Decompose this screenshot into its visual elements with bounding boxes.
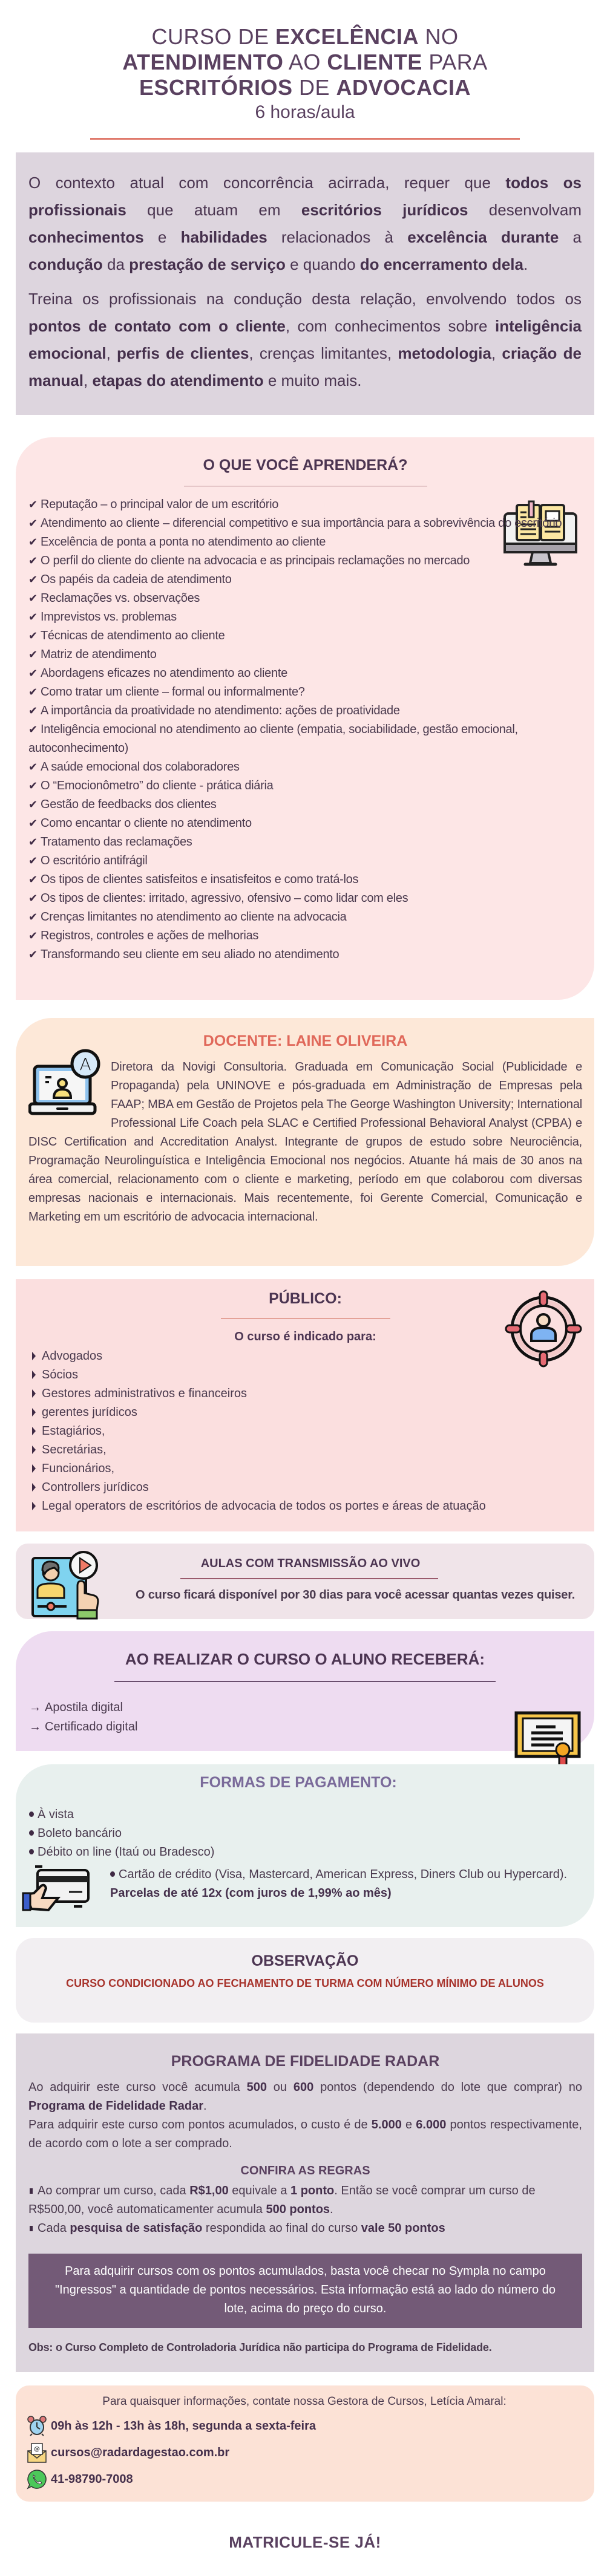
learn-list xyxy=(28,495,582,964)
check-icon: ✔ xyxy=(28,573,38,585)
loyalty-note: Obs: o Curso Completo de Controladoria Jurídica não participa do Programa de Fidelidade. xyxy=(28,2341,492,2353)
list-item-text: Como encantar o cliente no atendimento xyxy=(41,817,252,830)
text: , crenças limitantes, xyxy=(249,344,398,362)
list-item-text: Os tipos de clientes satisfeitos e insatisfeitos e como tratá-los xyxy=(41,873,359,886)
loyalty-paragraph-1 xyxy=(28,2078,582,2116)
benefits-list xyxy=(29,1698,581,1736)
triangle-bullet-icon xyxy=(32,1371,36,1379)
list-item xyxy=(28,1422,582,1441)
bold-text: 500 pontos xyxy=(266,2203,330,2216)
list-item xyxy=(28,852,582,870)
bold-text: 600 xyxy=(293,2081,314,2094)
payment-installments: Parcelas de até 12x (com juros de 1,99% ao mês) xyxy=(110,1886,392,1900)
bold-text: prestação de serviço xyxy=(129,255,286,273)
check-icon: ✔ xyxy=(28,855,38,867)
payment-title: FORMAS DE PAGAMENTO: xyxy=(200,1774,397,1791)
bold-text: vale 50 pontos xyxy=(361,2222,445,2235)
email-envelope-icon xyxy=(27,2442,47,2463)
text: , xyxy=(84,371,93,390)
teacher-title: DOCENTE: LAINE OLIVEIRA xyxy=(203,1032,408,1049)
svg-text:@: @ xyxy=(34,2446,40,2453)
bold-text: 5.000 xyxy=(371,2118,402,2131)
text: respondida ao final do curso xyxy=(202,2222,361,2235)
list-item xyxy=(28,1497,582,1516)
list-item-text: Técnicas de atendimento ao cliente xyxy=(41,629,225,642)
list-item-text: Gestores administrativos e financeiros xyxy=(42,1387,248,1400)
list-item-text: Controllers jurídicos xyxy=(42,1481,149,1494)
list-item-text: Certificado digital xyxy=(45,1720,138,1733)
list-item xyxy=(28,1347,582,1366)
bold-text: conhecimentos xyxy=(28,228,144,246)
bold-text: habilidades xyxy=(180,228,267,246)
list-item xyxy=(28,1459,582,1478)
list-item xyxy=(28,795,582,814)
contact-email[interactable] xyxy=(27,2442,582,2463)
check-icon: ✔ xyxy=(28,667,38,679)
text: Treina os profissionais na condução desta relação, envolvendo todos os xyxy=(28,290,582,308)
text: e quando xyxy=(285,255,360,273)
list-item-text: Os tipos de clientes: irritado, agressivo, ofensivo – como lidar com eles xyxy=(41,892,408,905)
list-item-text: Os papéis da cadeia de atendimento xyxy=(41,573,232,586)
list-item xyxy=(29,1805,568,1824)
bold-text: R$1,00 xyxy=(189,2184,229,2197)
list-item-text: Reputação – o principal valor de um escritório xyxy=(41,498,279,511)
check-icon: ✔ xyxy=(28,948,38,960)
list-item xyxy=(28,758,582,777)
text: relacionados à xyxy=(267,228,408,246)
observation-text: CURSO CONDICIONADO AO FECHAMENTO DE TURMA COM NÚMERO MÍNIMO DE ALUNOS xyxy=(66,1977,544,1989)
bold-text: 1 ponto xyxy=(290,2184,335,2197)
bullet-dot xyxy=(29,1849,34,1854)
text: . xyxy=(203,2099,207,2113)
list-item-text: O perfil do cliente do cliente na advocacia e as principais reclamações no mercado xyxy=(41,554,470,567)
text: equivale a xyxy=(228,2184,291,2197)
bold-text: escritórios jurídicos xyxy=(301,201,468,219)
check-icon: ✔ xyxy=(28,798,38,810)
list-item xyxy=(28,870,582,889)
loyalty-title: PROGRAMA DE FIDELIDADE RADAR xyxy=(171,2053,440,2070)
list-item xyxy=(28,514,582,533)
list-item-text: Advogados xyxy=(42,1349,103,1363)
credit-card-hand-icon xyxy=(22,1865,100,1911)
list-item-text: Boleto bancário xyxy=(38,1827,122,1840)
live-divider xyxy=(180,1578,438,1579)
list-item-text: Reclamações vs. observações xyxy=(41,592,200,605)
benefits-title: AO REALIZAR O CURSO O ALUNO RECEBERÁ: xyxy=(125,1650,485,1668)
check-icon: ✔ xyxy=(28,686,38,698)
list-item-text: Transformando seu cliente em seu aliado no atendimento xyxy=(41,948,339,961)
list-item xyxy=(28,720,582,758)
list-item xyxy=(29,1843,568,1862)
list-item-text: A saúde emocional dos colaboradores xyxy=(41,760,240,774)
text: a xyxy=(559,228,582,246)
list-item xyxy=(28,683,582,702)
audience-section xyxy=(16,1279,594,1531)
bold-text: do encerramento dela xyxy=(359,255,523,273)
text: ou xyxy=(266,2081,294,2094)
list-item-text: Excelência de ponta a ponta no atendimento ao cliente xyxy=(41,535,326,549)
learn-title: O QUE VOCÊ APRENDERÁ? xyxy=(203,457,408,474)
text: Cada xyxy=(38,2222,70,2235)
text: desenvolvam xyxy=(468,201,582,219)
text: . xyxy=(330,2203,333,2216)
check-icon: ✔ xyxy=(28,630,38,642)
text: e xyxy=(401,2118,416,2131)
list-item-text: Imprevistos vs. problemas xyxy=(41,610,177,624)
text: da xyxy=(102,255,130,273)
text: Para adquirir este curso com pontos acumulados, o custo é de xyxy=(28,2118,372,2131)
list-item xyxy=(29,1698,581,1717)
alarm-clock-icon xyxy=(27,2416,47,2436)
audience-title: PÚBLICO: xyxy=(269,1290,342,1307)
list-item-text: O “Emocionômetro” do cliente - prática diária xyxy=(41,779,274,792)
course-title xyxy=(0,24,610,100)
list-item-text: Sócios xyxy=(42,1368,79,1381)
list-item-text: Atendimento ao cliente – diferencial competitivo e sua importância para a sobrevivência do escritório xyxy=(41,517,562,530)
triangle-bullet-icon xyxy=(32,1446,36,1454)
audience-subtitle: O curso é indicado para: xyxy=(234,1330,376,1343)
triangle-bullet-icon xyxy=(32,1502,36,1510)
payment-card-option xyxy=(29,1865,568,1903)
triangle-bullet-icon xyxy=(32,1464,36,1473)
target-person-icon xyxy=(505,1290,582,1368)
contact-hours-text: 09h às 12h - 13h às 18h, segunda a sexta-feira xyxy=(51,2419,316,2433)
live-classes-section xyxy=(16,1544,594,1619)
check-icon: ✔ xyxy=(28,705,38,717)
list-item xyxy=(28,589,582,608)
title-line-3: ESCRITÓRIOS DE ADVOCACIA xyxy=(139,75,471,100)
header-divider xyxy=(90,138,520,140)
bold-text: condução xyxy=(28,255,103,273)
teacher-bio: Diretora da Novigi Consultoria. Graduada em Comunicação Social (Publicidade e Propaganda) pela UNINOVE e pós-graduada em Administração de Empresas pela FAAP; MBA em Gestão de Projetos pela The George Washington University; International Professional Life Coach pela SLAC e Certified Professional Behavioral Analyst (CPBA) e DISC Certification and Accreditation Analyst. Integrante de grupos de estudo sobre Neurociência, Programação Neurolinguística e Inteligência Emocional nos negócios. Atuante há mais de 30 anos na área comercial, relacionamento com o cliente e marketing, período em que colaborou com diversas empresas nacionais e internacionais. Mais recentemente, foi Gerente Comercial, Comunicação e Marketing em um escritório de advocacia internacional. xyxy=(28,1060,582,1224)
text: , xyxy=(106,344,117,362)
triangle-bullet-icon xyxy=(32,1352,36,1360)
list-item-text: À vista xyxy=(38,1808,74,1821)
list-item xyxy=(28,1478,582,1497)
bold-text: pontos de contato com o cliente xyxy=(28,317,286,335)
whatsapp-icon xyxy=(27,2469,47,2490)
check-icon: ✔ xyxy=(28,498,38,510)
enroll-cta[interactable]: MATRICULE-SE JÁ! xyxy=(229,2533,381,2551)
workload: 6 horas/aula xyxy=(255,102,355,122)
bullet-dot xyxy=(110,1871,115,1877)
bold-text: metodologia xyxy=(398,344,491,362)
bullet-dot xyxy=(29,1830,34,1836)
list-item xyxy=(28,552,582,570)
check-icon: ✔ xyxy=(28,817,38,829)
audience-list xyxy=(28,1347,582,1516)
teacher-icon-letter: A xyxy=(79,1054,91,1074)
text: e xyxy=(143,228,181,246)
payment-card-text: Cartão de crédito (Visa, Mastercard, American Express, Diners Club ou Hypercard). xyxy=(119,1868,568,1881)
payment-list xyxy=(29,1805,568,1862)
check-icon: ✔ xyxy=(28,761,38,773)
observation-title: OBSERVAÇÃO xyxy=(251,1952,359,1969)
title-line-1: CURSO DE EXCELÊNCIA NO xyxy=(151,24,459,49)
check-icon: ✔ xyxy=(28,911,38,923)
triangle-bullet-icon xyxy=(32,1483,36,1492)
list-item xyxy=(28,1384,582,1403)
list-item xyxy=(28,627,582,645)
bold-text: Programa de Fidelidade Radar xyxy=(28,2099,203,2113)
text: , com conhecimentos sobre xyxy=(285,317,495,335)
bold-text: inteligência emocional xyxy=(28,317,582,362)
text: que atuam em xyxy=(126,201,301,219)
text: Ao comprar um curso, cada xyxy=(38,2184,190,2197)
audience-divider xyxy=(221,1318,390,1319)
triangle-bullet-icon xyxy=(32,1408,36,1417)
laptop-teacher-icon xyxy=(28,1048,102,1120)
list-item xyxy=(28,1366,582,1384)
live-text: O curso ficará disponível por 30 dias para você acessar quantas vezes quiser. xyxy=(136,1588,576,1602)
check-icon: ✔ xyxy=(28,723,38,735)
loyalty-info-box: Para adquirir cursos com os pontos acumulados, basta você checar no Sympla no campo "Ingressos" a quantidade de pontos necessários. Esta informação está ao lado do número do lote, acima do preço do curso. xyxy=(28,2254,582,2328)
title-line-2: ATENDIMENTO AO CLIENTE PARA xyxy=(122,50,488,74)
contact-hours xyxy=(27,2416,582,2436)
check-icon: ✔ xyxy=(28,892,38,904)
list-item-text: Legal operators de escritórios de advocacia de todos os portes e áreas de atuação xyxy=(42,1499,486,1513)
check-icon: ✔ xyxy=(28,517,38,529)
list-item xyxy=(29,1717,581,1736)
loyalty-rule-text xyxy=(38,2222,445,2235)
list-item-text: Registros, controles e ações de melhorias xyxy=(41,929,259,942)
bold-text: etapas do atendimento xyxy=(92,371,264,390)
list-item xyxy=(28,570,582,589)
hero-header xyxy=(0,0,610,140)
list-item-text: Tratamento das reclamações xyxy=(41,835,192,849)
bold-text: 500 xyxy=(246,2081,267,2094)
triangle-bullet-icon xyxy=(32,1427,36,1435)
list-item xyxy=(28,833,582,852)
arrow-right-icon: → xyxy=(29,1701,41,1714)
list-item xyxy=(28,945,582,964)
list-item-text: A importância da proatividade no atendimento: ações de proatividade xyxy=(41,704,400,717)
bullet-dot xyxy=(29,1811,34,1817)
bold-text: todos os profissionais xyxy=(28,174,582,219)
text: pontos (dependendo do lote que comprar) no xyxy=(313,2081,583,2094)
live-title: AULAS COM TRANSMISSÃO AO VIVO xyxy=(200,1557,421,1570)
list-item xyxy=(28,777,582,795)
list-item-text: Crenças limitantes no atendimento ao cliente na advocacia xyxy=(41,910,347,924)
intro-paragraph-1 xyxy=(28,169,582,278)
payment-section xyxy=(16,1764,594,1927)
certificate-icon xyxy=(514,1711,581,1772)
list-item xyxy=(28,1403,582,1422)
benefits-divider xyxy=(114,1681,496,1682)
text: . xyxy=(523,255,528,273)
text: O contexto atual com concorrência acirrada, requer que xyxy=(28,174,506,192)
list-item xyxy=(28,927,582,945)
contact-email-text[interactable]: cursos@radardagestao.com.br xyxy=(51,2445,230,2459)
contact-section xyxy=(16,2385,594,2502)
bullet-square xyxy=(30,2226,33,2231)
learn-section xyxy=(16,437,594,1000)
contact-intro: Para quaisquer informações, contate nossa Gestora de Cursos, Letícia Amaral: xyxy=(102,2395,507,2408)
list-item xyxy=(28,889,582,908)
benefits-section xyxy=(16,1631,594,1751)
check-icon: ✔ xyxy=(28,611,38,623)
loyalty-rule xyxy=(28,2219,582,2238)
list-item-text: O escritório antifrágil xyxy=(41,854,148,867)
text: pontos respectivamente, de acordo com o lote a ser comprado. xyxy=(28,2118,582,2150)
list-item-text: Apostila digital xyxy=(45,1701,123,1714)
list-item-text: gerentes jurídicos xyxy=(42,1406,137,1419)
bold-text: pesquisa de satisfação xyxy=(70,2222,203,2235)
list-item-text: Abordagens eficazes no atendimento ao cliente xyxy=(41,667,287,680)
list-item xyxy=(28,608,582,627)
check-icon: ✔ xyxy=(28,648,38,660)
text: Ao adquirir este curso você acumula xyxy=(28,2081,247,2094)
check-icon: ✔ xyxy=(28,536,38,548)
loyalty-section xyxy=(16,2033,594,2372)
loyalty-rule-text xyxy=(28,2184,536,2216)
video-play-icon xyxy=(29,1550,100,1621)
list-item xyxy=(28,664,582,683)
check-icon: ✔ xyxy=(28,555,38,567)
arrow-right-icon: → xyxy=(29,1720,41,1733)
list-item-text: Secretárias, xyxy=(42,1443,107,1456)
contact-phone[interactable] xyxy=(27,2469,582,2490)
text: , xyxy=(491,344,502,362)
list-item xyxy=(28,814,582,833)
intro-paragraph-2 xyxy=(28,285,582,394)
contact-phone-text[interactable]: 41-98790-7008 xyxy=(51,2472,133,2486)
teacher-section xyxy=(16,1018,594,1266)
text: e muito mais. xyxy=(263,371,362,390)
list-item-text: Inteligência emocional no atendimento ao cliente (empatia, sociabilidade, gestão emocional, autoconhecimento) xyxy=(28,723,518,755)
list-item-text: Débito on line (Itaú ou Bradesco) xyxy=(38,1845,215,1859)
check-icon: ✔ xyxy=(28,780,38,792)
list-item xyxy=(28,908,582,927)
intro-section xyxy=(16,152,594,415)
bold-text: excelência durante xyxy=(407,228,559,246)
check-icon: ✔ xyxy=(28,930,38,942)
list-item-text: Funcionários, xyxy=(42,1462,115,1475)
loyalty-rules-title: CONFIRA AS REGRAS xyxy=(240,2164,370,2177)
bold-text: perfis de clientes xyxy=(117,344,249,362)
list-item xyxy=(28,702,582,720)
list-item xyxy=(28,533,582,552)
list-item xyxy=(29,1824,568,1843)
teacher-bio-block xyxy=(28,1054,582,1227)
observation-section xyxy=(16,1938,594,2023)
list-item-text: Como tratar um cliente – formal ou informalmente? xyxy=(41,685,305,699)
bold-text: criação de manual xyxy=(28,344,582,390)
loyalty-rules-list xyxy=(28,2182,582,2238)
list-item-text: Matriz de atendimento xyxy=(41,648,157,661)
list-item xyxy=(28,1441,582,1459)
triangle-bullet-icon xyxy=(32,1389,36,1398)
text: . Então se você comprar um curso de R$500,00, você automaticamenter acumula xyxy=(28,2184,536,2216)
check-icon: ✔ xyxy=(28,873,38,885)
list-item-text: Gestão de feedbacks dos clientes xyxy=(41,798,217,811)
check-icon: ✔ xyxy=(28,836,38,848)
bold-text: 6.000 xyxy=(416,2118,447,2131)
check-icon: ✔ xyxy=(28,592,38,604)
loyalty-paragraph-2 xyxy=(28,2116,582,2153)
list-item xyxy=(28,645,582,664)
loyalty-rule xyxy=(28,2182,582,2219)
list-item-text: Estagiários, xyxy=(42,1424,105,1438)
list-item xyxy=(28,495,582,514)
bullet-square xyxy=(30,2188,33,2194)
learn-divider xyxy=(184,486,427,487)
